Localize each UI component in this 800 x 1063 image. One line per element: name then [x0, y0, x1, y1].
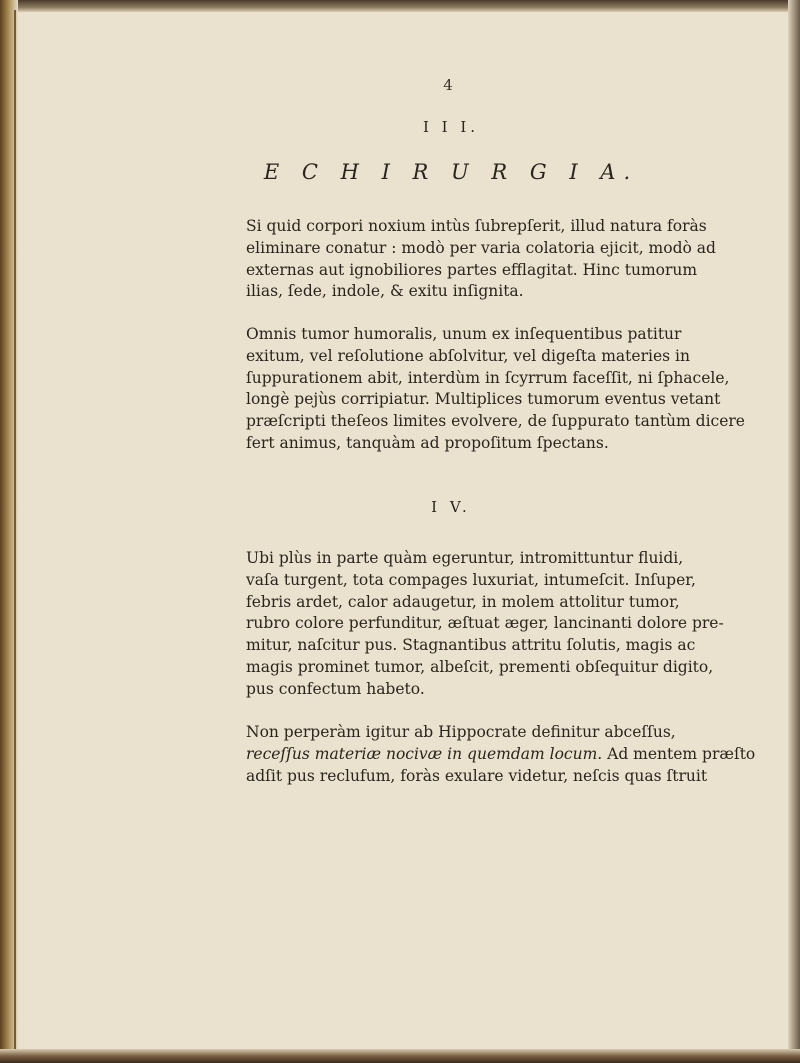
paragraph-line: ſuppurationem abit, interdùm in ſcyrrum faceſſit, ni ſphacele, — [246, 368, 730, 387]
paragraph-line: pus confectum habeto. — [246, 679, 425, 698]
paragraph-line: longè pejùs corripiatur. Multiplices tumorum eventus vetant — [246, 390, 721, 409]
paragraph-line: Omnis tumor humoralis, unum ex inſequentibus patitur — [246, 325, 682, 343]
page-right-edge — [788, 0, 800, 1063]
paragraph-line: ilias, ſede, indole, & exitu inſignita. — [246, 282, 524, 301]
paragraph-2 — [246, 324, 745, 455]
paragraph-line: adſit pus reclufum, foràs exulare videtur, neſcis quas ſtruit — [246, 766, 708, 785]
paragraph-line: Si quid corpori noxium intùs ſubrepſerit, illud natura foràs — [246, 217, 707, 235]
paragraph-4 — [246, 722, 756, 787]
paragraph-line: eliminare conatur : modò per varia colatoria ejicit, modò ad — [246, 238, 716, 257]
line-continuation: Ad mentem præſto — [602, 744, 756, 763]
paragraph-line: externas aut ignobiliores partes efflagitat. Hinc tumorum — [246, 260, 698, 279]
paragraph-line: magis prominet tumor, albeſcit, prementi obſequitur digito, — [246, 657, 714, 676]
page-number: 4 — [443, 76, 453, 94]
paragraph-line: vaſa turgent, tota compages luxuriat, intumeſcit. Inſuper, — [246, 570, 696, 589]
binding-rule — [14, 10, 16, 1055]
section-number-4: I V. — [431, 498, 471, 516]
page-top-edge — [0, 0, 800, 12]
page-bottom-edge — [0, 1049, 800, 1063]
paragraph-3 — [246, 548, 724, 701]
section-heading: E C H I R U R G I A. — [263, 160, 639, 184]
paragraph-line: exitum, vel reſolutione abſolvitur, vel digeſta materies in — [246, 346, 690, 365]
paragraph-1 — [246, 216, 716, 303]
paragraph-line: mitur, naſcitur pus. Stagnantibus attritu ſolutis, magis ac — [246, 636, 696, 655]
paragraph-line: febris ardet, calor adaugetur, in molem attolitur tumor, — [246, 592, 680, 611]
paragraph-line: fert animus, tanquàm ad propoſitum ſpectans. — [246, 433, 609, 452]
paragraph-line: Non perperàm igitur ab Hippocrate definitur abceſſus, — [246, 723, 676, 741]
section-number-3: I I I. — [422, 118, 480, 136]
paragraph-line-mixed — [246, 744, 756, 766]
paragraph-line: præſcripti theſeos limites evolvere, de ſuppurato tantùm dicere — [246, 412, 745, 431]
paragraph-line: Ubi plùs in parte quàm egeruntur, intromittuntur fluidi, — [246, 549, 684, 567]
paragraph-line: rubro colore perfunditur, æſtuat æger, lancinanti dolore pre- — [246, 614, 724, 633]
italic-quotation: receſſus materiæ nocivæ in quemdam locum. — [246, 744, 603, 763]
